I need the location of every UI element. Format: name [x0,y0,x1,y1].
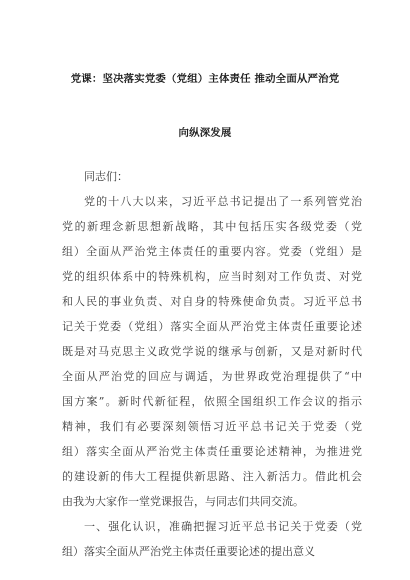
body-line: 既是对马克思主义政党学说的继承与创新，又是对新时代 [62,345,362,358]
body-line: 国方案”。新时代新征程，依照全国组织工作会议的指示 [62,395,362,408]
body-line: 由我为大家作一堂党课报告，与同志们共同交流。 [62,495,304,508]
body-line: 党的十八大以来，习近平总书记提出了一系列管党治 [84,195,362,208]
section-heading-line: 一、强化认识，准确把握习近平总书记关于党委（党 [84,520,362,533]
body-line: 的建设新的伟大工程提供新思路、注入新活力。借此机会 [62,470,362,483]
body-line: 组）全面从严治党主体责任的重要内容。党委（党组）是 [62,245,362,258]
body-line: 党的组织体系中的特殊机构，应当时刻对工作负责、对党 [62,270,362,283]
salutation: 同志们： [84,170,128,183]
body-line: 组）落实全面从严治党主体责任重要论述精神，为推进党 [62,445,362,458]
document-title-line-2: 向纵深发展 [178,127,232,139]
section-heading-line: 组）落实全面从严治党主体责任重要论述的提出意义 [62,545,315,558]
body-line: 记关于党委（党组）落实全面从严治党主体责任重要论述 [62,320,362,333]
document-title-line-1: 党课：坚决落实党委（党组）主体责任 推动全面从严治党 [70,73,340,85]
body-line: 和人民的事业负责、对自身的特殊使命负责。习近平总书 [62,295,362,308]
body-line: 精神，我们有必要深刻领悟习近平总书记关于党委（党 [62,420,362,433]
body-line: 党的新理念新思想新战略，其中包括压实各级党委（党 [62,220,362,233]
body-line: 全面从严治党的回应与调适，为世界政党治理提供了“中 [62,370,362,383]
